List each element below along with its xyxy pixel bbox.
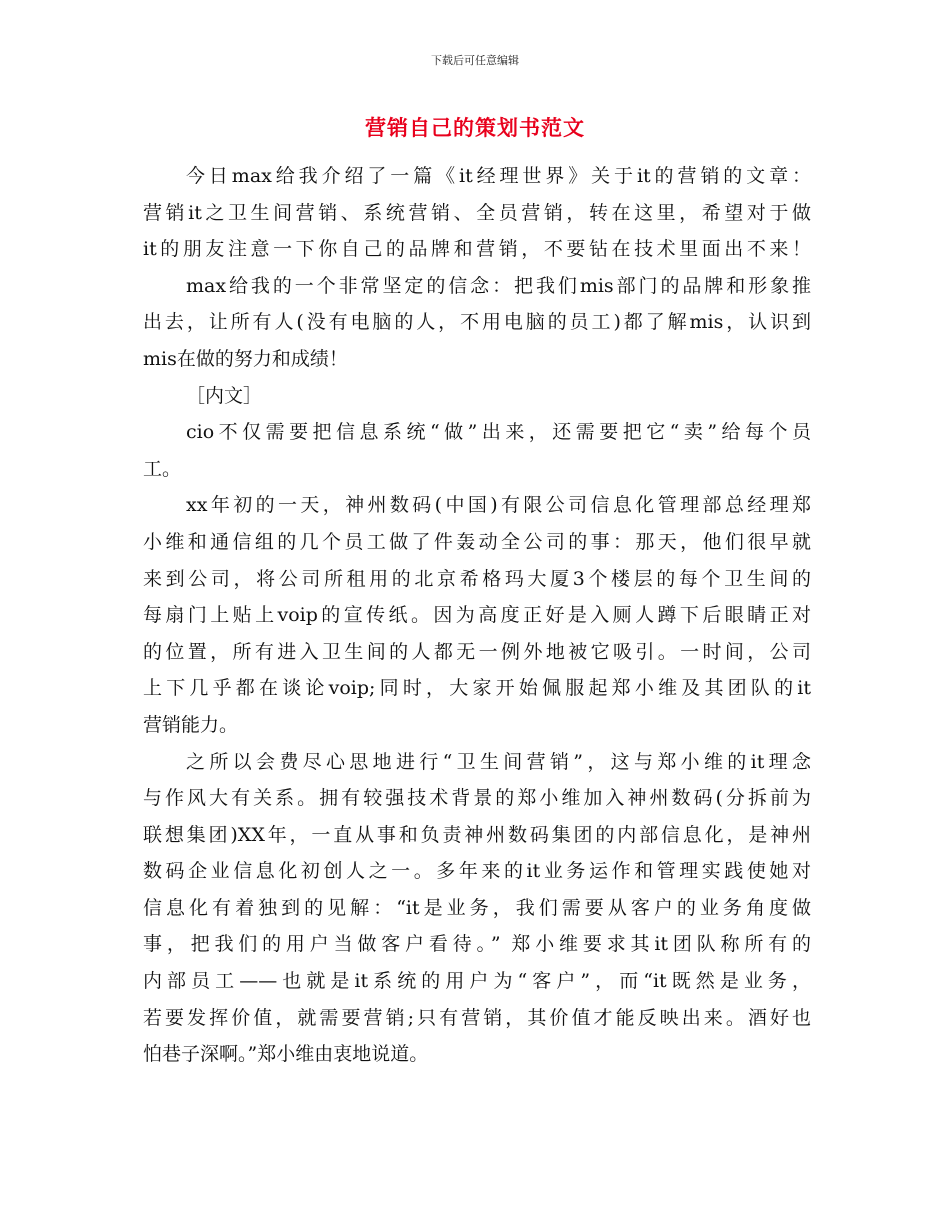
body-line: max给我的一个非常坚定的信念：把我们mis部门的品牌和形象推 bbox=[186, 274, 811, 297]
body-line: 工。 bbox=[143, 457, 182, 480]
body-line: 若要发挥价值，就需要营销;只有营销，其价值才能反映出来。酒好也 bbox=[143, 1006, 811, 1029]
body-line: xx年初的一天，神州数码(中国)有限公司信息化管理部总经理郑 bbox=[186, 494, 811, 517]
body-line: 每扇门上贴上voip的宣传纸。因为高度正好是入厕人蹲下后眼睛正对 bbox=[143, 604, 811, 627]
body-line: 信息化有着独到的见解：“it是业务，我们需要从客户的业务角度做 bbox=[143, 896, 811, 919]
body-line: 上下几乎都在谈论voip;同时，大家开始佩服起郑小维及其团队的it bbox=[143, 677, 811, 700]
body-line: ［内文］ bbox=[186, 384, 263, 407]
body-line: 数码企业信息化初创人之一。多年来的it业务运作和管理实践使她对 bbox=[143, 860, 811, 883]
body-line: it的朋友注意一下你自己的品牌和营销，不要钻在技术里面出不来！ bbox=[143, 238, 811, 261]
body-line: 营销it之卫生间营销、系统营销、全员营销，转在这里，希望对于做 bbox=[143, 201, 811, 224]
body-line: 出去，让所有人(没有电脑的人，不用电脑的员工)都了解mis，认识到 bbox=[143, 311, 811, 334]
document-title: 营销自己的策划书范文 bbox=[365, 116, 585, 140]
body-line: 与作风大有关系。拥有较强技术背景的郑小维加入神州数码(分拆前为 bbox=[143, 787, 811, 810]
body-line: mis在做的努力和成绩！ bbox=[143, 347, 348, 370]
body-line: 的位置，所有进入卫生间的人都无一例外地被它吸引。一时间，公司 bbox=[143, 640, 811, 663]
body-line: 联想集团)XX年，一直从事和负责神州数码集团的内部信息化，是神州 bbox=[143, 823, 811, 846]
body-line: 营销能力。 bbox=[143, 713, 239, 736]
body-line: 来到公司，将公司所租用的北京希格玛大厦3个楼层的每个卫生间的 bbox=[143, 567, 811, 590]
body-line: 今日max给我介绍了一篇《it经理世界》关于it的营销的文章： bbox=[186, 165, 811, 187]
body-line: 内部员工——也就是it系统的用户为“客户”，而“it既然是业务， bbox=[143, 970, 811, 993]
body-line: 小维和通信组的几个员工做了件轰动全公司的事：那天，他们很早就 bbox=[143, 530, 811, 553]
body-line: 事，把我们的用户当做客户看待。” 郑小维要求其it团队称所有的 bbox=[143, 933, 811, 956]
body-line: 之所以会费尽心思地进行“卫生间营销”，这与郑小维的it理念 bbox=[186, 750, 811, 773]
header-note: 下载后可任意编辑 bbox=[431, 54, 519, 67]
body-line: 怕巷子深啊。”郑小维由衷地说道。 bbox=[143, 1043, 429, 1066]
body-line: cio不仅需要把信息系统“做”出来，还需要把它“卖”给每个员 bbox=[186, 421, 811, 444]
document-body bbox=[143, 158, 811, 1073]
